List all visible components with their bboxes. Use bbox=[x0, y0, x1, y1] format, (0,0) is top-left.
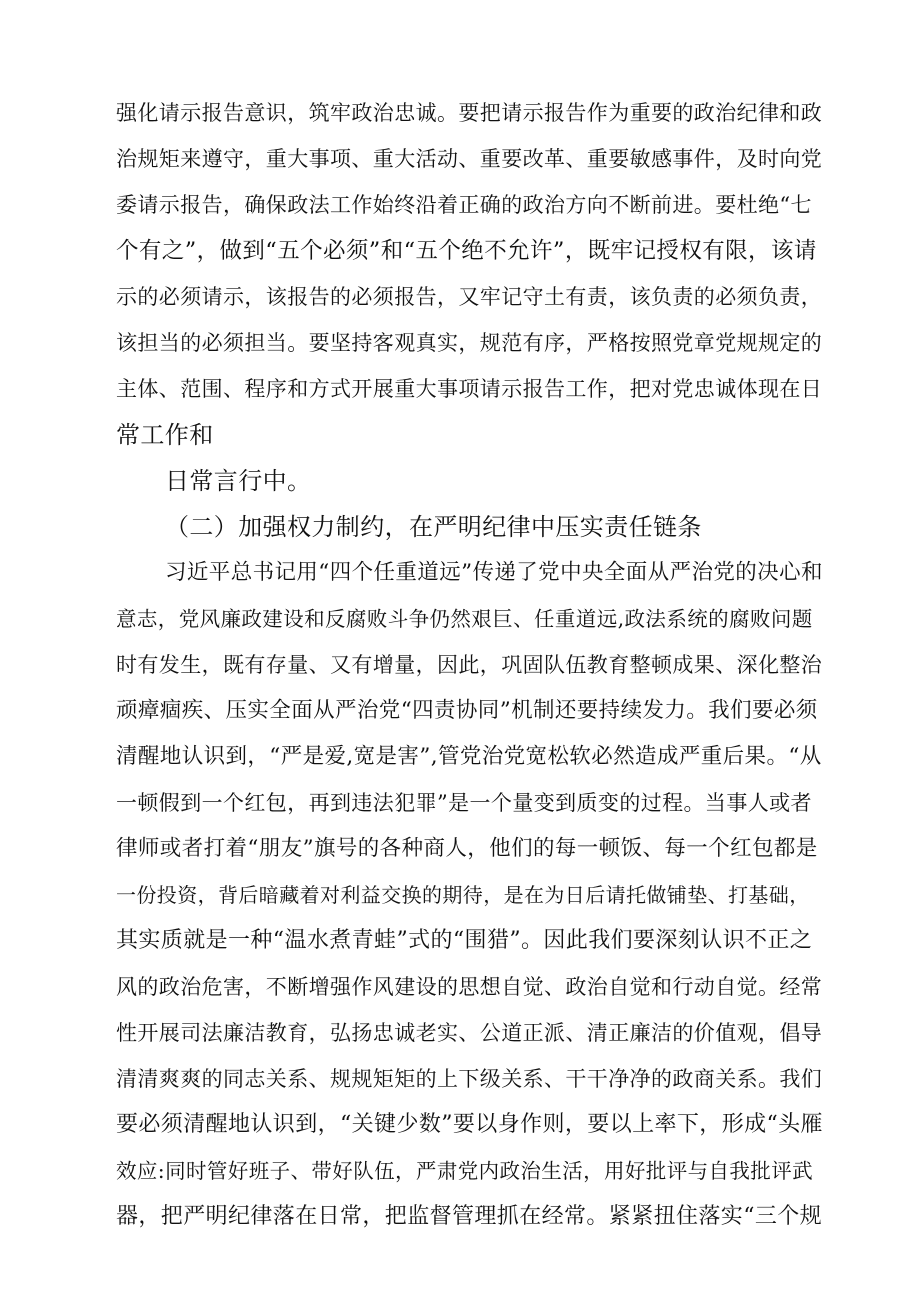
text-line-17: 律师或者打着“朋友”旗号的各种商人，他们的每一顿饭、每一个红包都是 bbox=[116, 836, 818, 861]
text-line-15: 清醒地认识到，“严是爱,宽是害”,管党治党宽松软必然造成严重后果。“从 bbox=[116, 744, 822, 769]
text-line-1: 强化请示报告意识，筑牢政治忠诚。要把请示报告作为重要的政治纪律和政 bbox=[116, 101, 823, 125]
text-line-6: 该担当的必须担当。要坚持客观真实，规范有序，严格按照党章党规规定的 bbox=[116, 331, 823, 355]
text-line-19: 其实质就是一种“温水煮青蛙”式的“围猎”。因此我们要深刻认识不正之 bbox=[116, 928, 813, 953]
text-line-18: 一份投资，背后暗藏着对利益交换的期待，是在为日后请托做铺垫、打基础， bbox=[116, 883, 810, 907]
section-heading: （二）加强权力制约，在严明纪律中压实责任链条 bbox=[165, 513, 702, 541]
text-line-23: 要必须清醒地认识到，“关键少数”要以身作则，要以上率下，形成“头雁 bbox=[116, 1112, 823, 1137]
text-line-3: 委请示报告，确保政法工作始终沿着正确的政治方向不断前进。要杜绝“七 bbox=[116, 193, 812, 217]
text-line-20: 风的政治危害，不断增强作风建设的思想自觉、政治自觉和行动自觉。经常 bbox=[116, 975, 823, 999]
text-line-12: 意志，党风廉政建设和反腐败斗争仍然艰巨、任重道远,政法系统的腐败问题 bbox=[116, 607, 813, 631]
text-line-13: 时有发生，既有存量、又有增量，因此，巩固队伍教育整顿成果、深化整治 bbox=[116, 653, 823, 677]
text-line-7: 主体、范围、程序和方式开展重大事项请示报告工作，把对党忠诚体现在日 bbox=[116, 377, 823, 401]
text-line-16: 一顿假到一个红包，再到违法犯罪”是一个量变到质变的过程。当事人或者 bbox=[116, 791, 812, 815]
text-line-8: 常工作和 bbox=[116, 421, 214, 449]
text-line-9: 日常言行中。 bbox=[165, 467, 312, 495]
text-line-21: 性开展司法廉洁教育，弘扬忠诚老实、公道正派、清正廉洁的价值观，倡导 bbox=[116, 1021, 823, 1045]
paragraph-start-line: 习近平总书记用“四个任重道远”传递了党中央全面从严治党的决心和 bbox=[165, 560, 823, 585]
text-line-2: 治规矩来遵守，重大事项、重大活动、重要改革、重要敏感事件，及时向党 bbox=[116, 147, 823, 171]
text-line-24: 效应:同时管好班子、带好队伍，严肃党内政治生活，用好批评与自我批评武 bbox=[116, 1159, 814, 1183]
text-line-22: 清清爽爽的同志关系、规规矩矩的上下级关系、干干净净的政商关系。我们 bbox=[116, 1067, 823, 1091]
text-line-5: 示的必须请示，该报告的必须报告，又牢记守土有责，该负责的必须负责， bbox=[116, 285, 823, 309]
text-line-14: 顽瘴痼疾、压实全面从严治党“四责协同”机制还要持续发力。我们要必须 bbox=[116, 698, 818, 723]
text-line-25: 器，把严明纪律落在日常，把监督管理抓在经常。紧紧扭住落实“三个规 bbox=[116, 1204, 823, 1229]
text-line-4: 个有之”，做到“五个必须”和“五个绝不允许”，既牢记授权有限，该请 bbox=[116, 238, 817, 264]
